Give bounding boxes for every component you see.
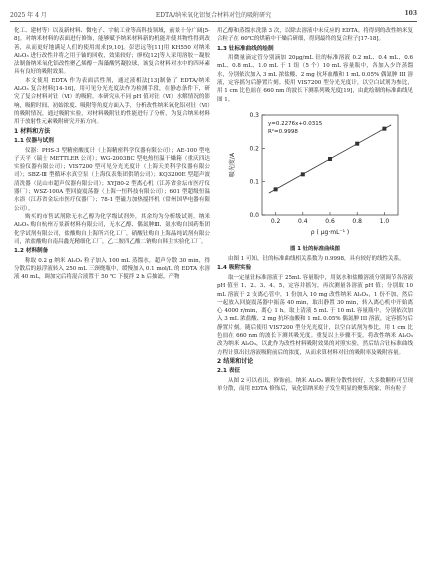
y-tick-label: 0.3: [249, 111, 259, 119]
subsection-heading: 1.1 仪器与试剂: [14, 138, 54, 145]
subsection-heading: 1.3 钍标准曲线的绘制: [217, 45, 274, 52]
x-axis-label: ρ ( μg·mL⁻¹ ): [310, 228, 350, 236]
x-tick-label: 0.6: [325, 217, 335, 225]
fit-r2: R²=0.9998: [268, 128, 298, 135]
left-column: [14, 27, 210, 567]
paragraph: 化工、建材等）以及新材料、微电子、宇航工业等高科技领域，前景十分广阔[5-8]。对纳米材料的表面进行修饰，能够赋予纳米材料新的机能并使其物性得到改善，从而更好地满足人们的使用需求[9,10]。彭思远等[11]用 KH550 对纳米 Al₂O₃ 进行改性并将之用于铀的回收，效果较好；廖权[12]等人采用溶胶－凝胶法制备纳米氧化铝改性聚乙烯醇－海藻酸钙凝胶球，该复合材料对水中的四环素具有良好的吸附效果。: [14, 28, 210, 76]
data-point: [328, 157, 332, 161]
fit-equation: y=0.2276x+0.0315: [268, 120, 323, 127]
page-number: 103: [404, 10, 417, 17]
x-tick-label: 0.8: [352, 217, 362, 225]
paragraph: 本文使用 EDTA 作为表面活性剂，通过液相法[13]制备了 EDTA/纳米 Al₂O₃ 复合材料[14-16]，用可见分光光度法作为检测手段，在静态条件下，研究了复合材料对钍（Ⅵ）的吸附。本研究从不同 pH 值对钍（Ⅵ）水解情况的影响，吸附时间、初始浓度、吸附等角度方面入手，分析改性纳米氧化铝对钍（Ⅵ）的吸附情况，通过吸附实验，对材料吸附钍的性能进行了分析，为复合纳米材料用于放射性元素吸附研究开拓方向。: [14, 77, 210, 126]
section-heading: 1 材料和方法: [14, 127, 51, 135]
x-tick-label: 0.4: [298, 217, 308, 225]
paragraph: 用微量滴定管分别滴加 20μg/mL 钍的标准溶液 0.2 mL、0.4 mL、0.6 mL、0.8 mL、1.0 mL 于 1 组（5 个）10 mL 容量瓶中，各加入少许蒸馏水，分别依次加入 3 mL 浓盐酸、2 mg 抗坏血酸和 1 mL 0.05% 偶氮胂 III 溶液，定容摇匀后静置片刻。使用 VIS7200 型分光光度计，以空白试剂为参比，用 1 cm 比色皿在 660 nm 的波长下测系列吸光度[19]，由此绘制的标准曲线见图 1。: [217, 55, 413, 103]
y-axis-label: 吸光度/A: [229, 152, 236, 177]
header-rule: [10, 21, 417, 22]
data-point: [301, 172, 305, 176]
x-tick-label: 1.0: [379, 217, 390, 225]
paragraph: 取一定量钍标准溶液于 25mL 容量瓶中，用氨水和盐酸溶液分别调节各溶液 pH 值至 1、2、3、4、5，定容并摇匀，再次测量各溶液 pH 值；分别取 10 mL 溶液于 2 支离心管中，1 份加入 10 mg 改性纳米 Al₂O₃，1 份不加，然后一起放入回旋震荡器中振荡 40 min，取出静置 30 min，转入离心机中开始离心 4000 r/min，离心 1 h。取上清液 5 mL 于 10 mL 容量瓶中，分别依次加入 3 mL 浓盐酸、2 mg 抗坏血酸和 1 mL 0.05% 偶氮胂 III 溶液，定容摇匀后静置片刻。随后使用 VIS7200 型分光光度计，以空白试剂为参比，用 1 cm 比色皿在 660 nm 的波长下测其吸光度。重复以上步骤不变，将改性纳米 Al₂O₃ 改为纳米 Al₂O₃，以此作为改性材料吸附效果的对照实验，然后结合钍标准曲线方程计算出钍溶液吸附前后的浓度，从而求算材料对钍的吸附率及吸附容量。: [217, 274, 413, 356]
figure-standard-curve: [217, 107, 413, 243]
paragraph: 购买的市售试剂除无水乙醇为化学级试剂外，其余均为分析级试剂。纳米 Al₂O₃ 购自杭州万景新材料有限公司，无水乙醇、偶氮胂Ⅲ、氨水购自国药集团化学试剂有限公司，盐酸购自上海所兴化工厂，硝酸钍购自上海晶纯试剂有限公司，浓盐酸购自南昌鑫光精细化工厂，乙二胺四乙酸二钠购自韩主实验化工厂。: [14, 213, 210, 245]
right-column: [217, 27, 413, 567]
paragraph: 用乙醇和蒸馏水洗涤 3 次，以除去溶液中未反应的 EDTA。将得到的改性纳米复合粒子在 60℃的烘箱中干燥后研细，得到最终的复合粒子[17-18]。: [217, 28, 413, 43]
figure-caption: 图 1 钍的标准曲线图: [290, 245, 340, 252]
paragraph: 称取 0.2 g 纳米 Al₂O₃ 粒子加入 100 mL 蒸馏水，超声分散 30 min，得分散后的悬浮液转入 250 mL 三颈烧瓶中，缓慢加入 0.1 mol/L 的 EDTA 水溶液 40 mL，调加完后将混合液置于 50 ℃ 下搅拌 2 h 后抽滤，产物: [14, 257, 210, 281]
y-tick-label: 0.2: [249, 145, 259, 153]
paragraph: 从图 2 可以看出，修饰前，纳米 Al₂O₃ 颗粒分散性较好，大多数颗粒可呈现单分散，而用 EDTA 修饰后，氧化铝纳米粒子发生明显的聚集现象，所有粒子: [217, 377, 413, 393]
y-tick-label: 0.0: [249, 211, 259, 219]
subsection-heading: 1.4 吸附实验: [217, 265, 252, 272]
y-tick-label: 0.1: [249, 178, 259, 186]
x-tick-label: 0.2: [270, 217, 281, 225]
standard-curve-chart: [220, 107, 410, 241]
running-title: EDTA/纳米氧化铝复合材料对钍的吸附研究: [155, 12, 272, 19]
data-point: [382, 127, 386, 131]
subsection-heading: 1.2 材料制备: [14, 248, 49, 255]
data-point: [274, 187, 278, 191]
paragraph: 仪器：PHS-3 型精密酸度计（上海精密科学仪器有限公司）；AE-100 型电子天平（瑞士 METTLER 公司）；WG-2003BC 型电热恒温干燥箱（重庆四达实验仪器有限公司）；VIS7200 型可见分光光度计（上海天美科学仪器有限公司）；SBZ-Ⅲ 型循环水真空泵（上海仪表集团供销公司）；KQ3200E 型超声波清洗器（昆山市超声仪器有限公司）；XYJ80-2 型离心机（江苏省金坛市医疗仪器厂）；WSZ-100A 型回旋震荡器（上海一恒科技有限公司）；601 型超级恒温水浴（江苏省金坛市医疗仪器厂）；78-1 型磁力加热搅拌机（常州国华电器有限公司）。: [14, 147, 210, 212]
paragraph: 由图 1 可知，钍的标准曲线相关系数为 0.9998，具有较好的线性关系。: [228, 256, 405, 263]
data-point: [355, 142, 359, 146]
subsection-heading: 2.1 表征: [217, 368, 241, 375]
section-heading: 2 结果和讨论: [217, 357, 254, 365]
issue-date: 2025 年 4 月: [10, 12, 47, 19]
